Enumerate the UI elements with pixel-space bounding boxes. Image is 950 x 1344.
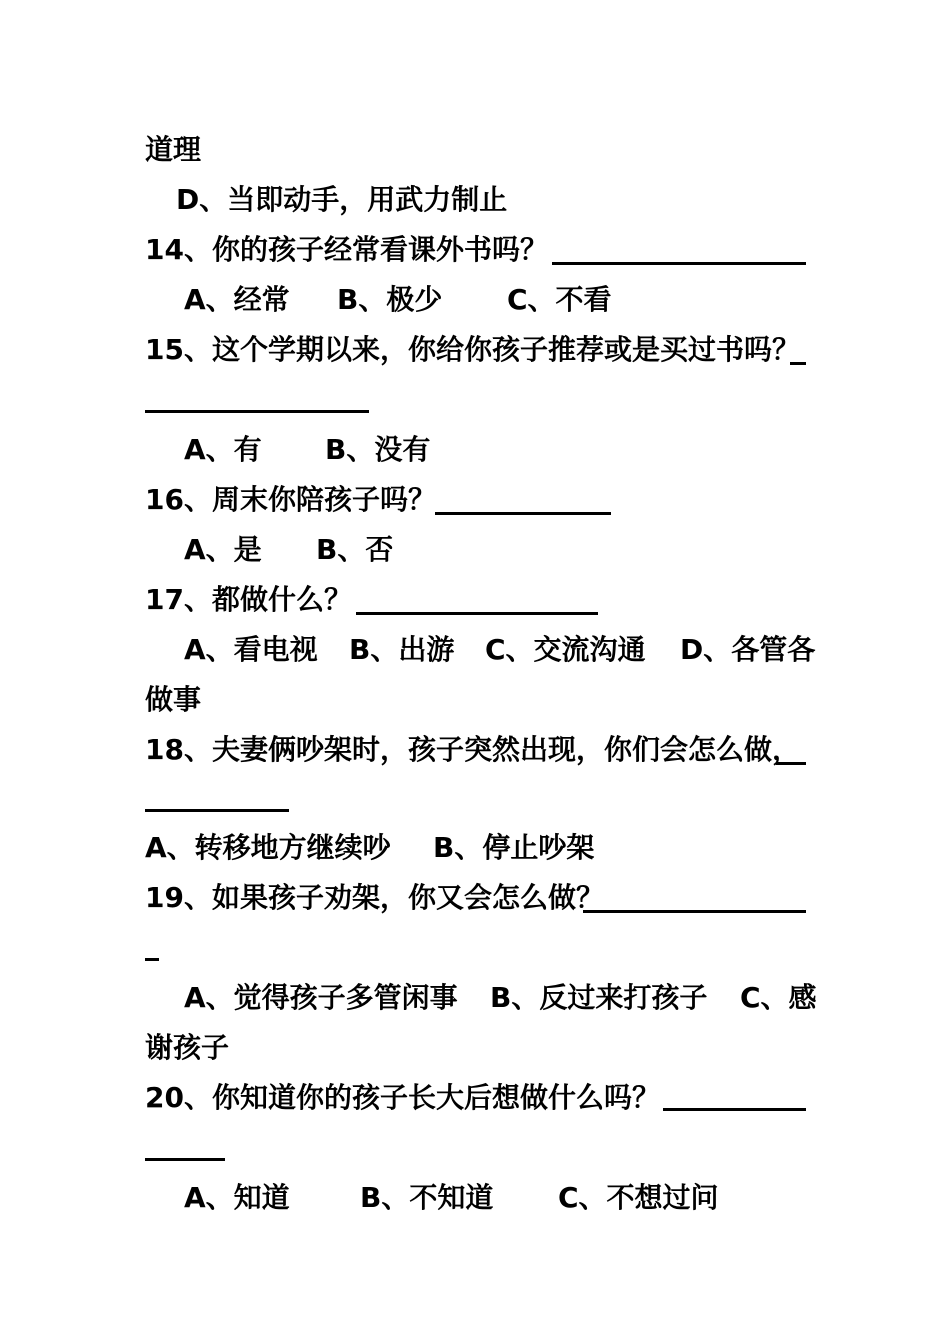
answer-blank-19-end[interactable] [145,958,159,961]
q17-option-a: A、看电视 [184,633,318,666]
question-14: 14、你的孩子经常看课外书吗？ [145,233,548,266]
q14-option-c: C、不看 [507,283,612,316]
q14-option-b: B、极少 [337,283,443,316]
q20-option-c: C、不想过问 [558,1181,719,1214]
q15-option-a: A、有 [184,433,262,466]
answer-blank-18-end[interactable] [145,809,289,812]
q19-option-c-continued: 谢孩子 [145,1031,230,1064]
q17-option-c: C、交流沟通 [485,633,646,666]
answer-blank-14[interactable] [552,262,806,265]
answer-blank-20-start[interactable] [663,1108,806,1111]
q16-option-a: A、是 [184,533,262,566]
q14-option-a: A、经常 [184,283,290,316]
q17-option-d-continued: 做事 [145,683,202,716]
q19-option-b: B、反过来打孩子 [490,981,708,1014]
q20-option-b: B、不知道 [360,1181,494,1214]
answer-blank-15-start[interactable] [790,362,806,365]
answer-blank-16[interactable] [435,512,611,515]
question-20: 20、你知道你的孩子长大后想做什么吗？ [145,1081,660,1114]
answer-blank-18-start[interactable] [776,762,806,765]
q16-option-b: B、否 [316,533,394,566]
option-d: D、当即动手，用武力制止 [176,183,508,216]
text-line: 道理 [145,133,202,166]
q18-option-b: B、停止吵架 [433,831,595,864]
question-16: 16、周末你陪孩子吗？ [145,483,436,516]
q17-option-d: D、各管各 [680,633,816,666]
q19-option-c: C、感 [740,981,817,1014]
question-19: 19、如果孩子劝架，你又会怎么做？ [145,881,604,914]
answer-blank-20-end[interactable] [145,1158,225,1161]
question-18: 18、夫妻俩吵架时，孩子突然出现，你们会怎么做， [145,733,800,766]
q20-option-a: A、知道 [184,1181,290,1214]
answer-blank-15-end[interactable] [145,410,369,413]
answer-blank-19-start[interactable] [583,910,806,913]
q15-option-b: B、没有 [325,433,431,466]
q19-option-a: A、觉得孩子多管闲事 [184,981,458,1014]
question-15: 15、这个学期以来，你给你孩子推荐或是买过书吗？ [145,333,800,366]
q17-option-b: B、出游 [349,633,455,666]
answer-blank-17[interactable] [356,612,598,615]
question-17: 17、都做什么？ [145,583,352,616]
q18-option-a: A、转移地方继续吵 [145,831,391,864]
